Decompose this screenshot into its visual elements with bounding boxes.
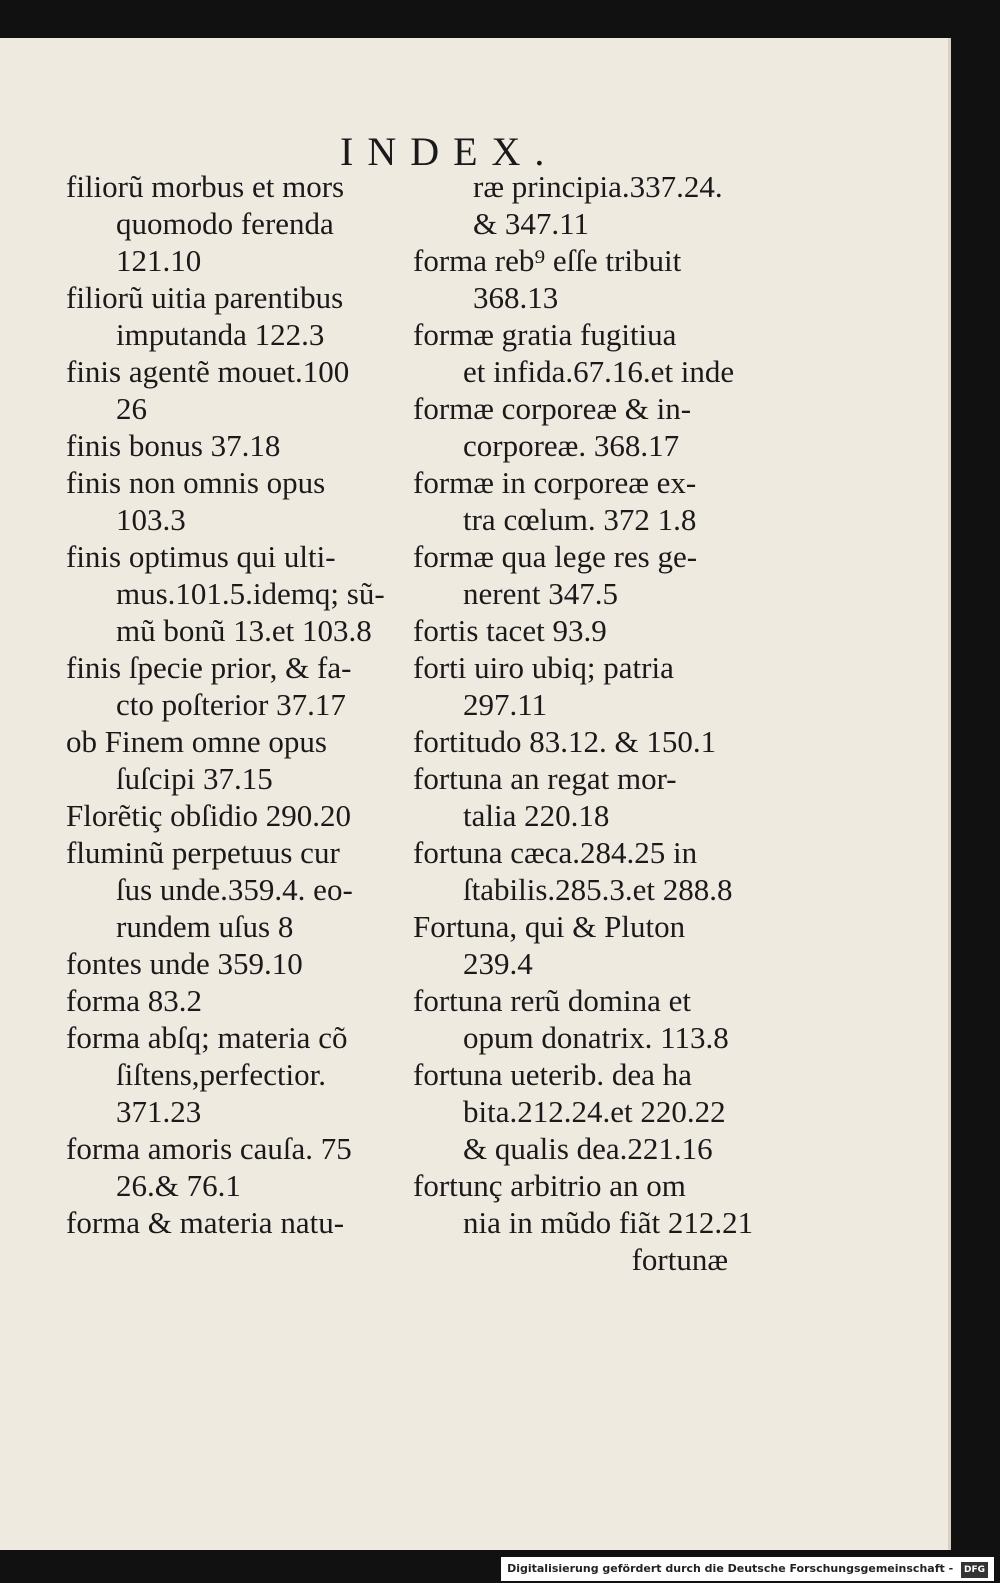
- index-line: 371.23: [116, 1094, 202, 1129]
- index-line: 103.3: [116, 502, 186, 537]
- index-line: & 347.11: [473, 206, 589, 241]
- index-line: finis non omnis opus: [66, 465, 326, 500]
- index-line: ſtabilis.285.3.et 288.8: [463, 872, 733, 907]
- index-line: quomodo ferenda: [116, 206, 334, 241]
- index-line: bita.212.24.et 220.22: [463, 1094, 726, 1129]
- index-line: finis agentẽ mouet.100: [66, 354, 350, 389]
- index-line: filiorũ uitia parentibus: [66, 280, 344, 315]
- index-line: opum donatrix. 113.8: [463, 1020, 729, 1055]
- index-line: 297.11: [463, 687, 548, 722]
- index-line: talia 220.18: [463, 798, 610, 833]
- index-line: fortis tacet 93.9: [413, 613, 607, 648]
- index-line: formæ corporeæ & in-: [413, 391, 692, 426]
- catchword: fortunæ: [631, 1242, 728, 1277]
- index-line: 239.4: [463, 946, 533, 981]
- right-index-column: [413, 168, 754, 1278]
- index-line: fortuna ueterib. dea ha: [413, 1057, 692, 1092]
- index-line: forti uiro ubiq; patria: [413, 650, 674, 685]
- index-line: nia in mũdo fiãt 212.21: [463, 1205, 754, 1240]
- index-line: forma abſq; materia cõ: [66, 1020, 348, 1055]
- index-line: fortitudo 83.12. & 150.1: [413, 724, 717, 759]
- index-line: mũ bonũ 13.et 103.8: [116, 613, 372, 648]
- index-line: finis ſpecie prior, & fa-: [66, 650, 352, 685]
- index-line: forma & materia natu-: [66, 1205, 345, 1240]
- footer-text: Digitalisierung gefördert durch die Deutsche Forschungsgemeinschaft -: [507, 1562, 954, 1575]
- index-line: ob Finem omne opus: [66, 724, 327, 759]
- index-line: formæ qua lege res ge-: [413, 539, 698, 574]
- index-line: fontes unde 359.10: [66, 946, 303, 981]
- index-line: fortuna an regat mor-: [413, 761, 677, 796]
- index-line: finis optimus qui ulti-: [66, 539, 336, 574]
- digitization-footer: [501, 1557, 994, 1581]
- index-line: Florẽtiç obſidio 290.20: [66, 798, 352, 833]
- index-line: tra cœlum. 372 1.8: [463, 502, 697, 537]
- index-line: cto poſterior 37.17: [116, 687, 346, 722]
- index-line: 26.& 76.1: [116, 1168, 241, 1203]
- index-line: fortuna cæca.284.25 in: [413, 835, 698, 870]
- index-line: formæ in corporeæ ex-: [413, 465, 697, 500]
- index-line: formæ gratia fugitiua: [413, 317, 677, 352]
- index-line: fortunç arbitrio an om: [413, 1168, 686, 1203]
- index-line: 368.13: [473, 280, 559, 315]
- index-line: 26: [116, 391, 147, 426]
- index-line: mus.101.5.idemq; sũ-: [116, 576, 385, 611]
- index-line: & qualis dea.221.16: [463, 1131, 713, 1166]
- index-line: forma 83.2: [66, 983, 203, 1018]
- index-line: finis bonus 37.18: [66, 428, 281, 463]
- index-line: fortuna rerũ domina et: [413, 983, 692, 1018]
- index-line: ræ principia.337.24.: [473, 169, 723, 204]
- index-line: 121.10: [116, 243, 202, 278]
- index-line: Fortuna, qui & Pluton: [413, 909, 686, 944]
- index-line: corporeæ. 368.17: [463, 428, 680, 463]
- index-line: fluminũ perpetuus cur: [66, 835, 340, 870]
- index-line: rundem uſus 8: [116, 909, 294, 944]
- index-line: et infida.67.16.et inde: [463, 354, 735, 389]
- page-title: INDEX.: [340, 129, 559, 174]
- index-line: forma reb⁹ eſſe tribuit: [413, 243, 682, 278]
- left-index-column: [66, 168, 396, 1241]
- index-line: imputanda 122.3: [116, 317, 325, 352]
- index-line: forma amoris cauſa. 75: [66, 1131, 352, 1166]
- index-line: ſuſcipi 37.15: [116, 761, 273, 796]
- index-line: filiorũ morbus et mors: [66, 169, 345, 204]
- index-line: ſus unde.359.4. eo-: [116, 872, 353, 907]
- dfg-logo: DFG: [961, 1562, 988, 1578]
- index-line: ſiſtens,perfectior.: [116, 1057, 327, 1092]
- index-line: nerent 347.5: [463, 576, 618, 611]
